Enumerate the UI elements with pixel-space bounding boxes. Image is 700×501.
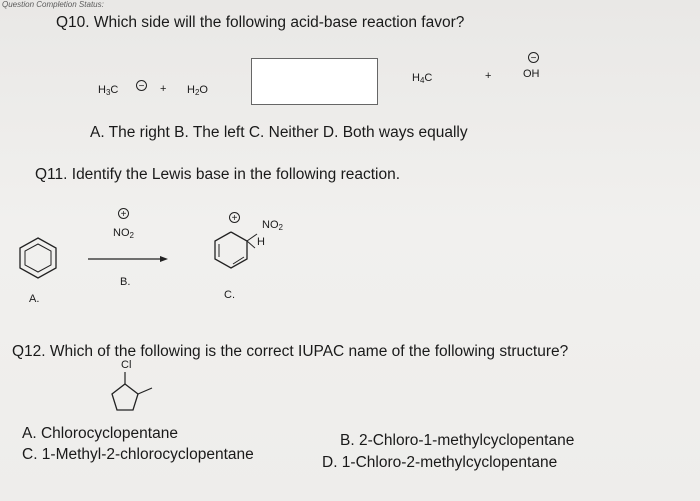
- reaction-arrow: [88, 256, 168, 262]
- positive-charge-icon: +: [229, 212, 240, 223]
- q10-product-2: OH: [523, 68, 540, 80]
- q12-question: Q12. Which of the following is the correct IUPAC name of the following structure?: [12, 343, 569, 360]
- q10-answer-box[interactable]: [251, 58, 378, 105]
- q11-label-b: B.: [120, 276, 131, 288]
- q12-option-a: A. Chlorocyclopentane: [22, 425, 178, 442]
- q11-product-group: $NO_2$: [262, 219, 283, 232]
- q10-plus-2: +: [485, 70, 492, 82]
- q10-reactant-1: $H_3C$: [98, 84, 119, 97]
- q11-label-a: A.: [29, 293, 40, 305]
- q11-label-c: C.: [224, 289, 235, 301]
- q12-substituent: Cl: [121, 359, 132, 371]
- q11-reagent: $NO_2$: [113, 227, 134, 240]
- q12-option-d: D. 1-Chloro-2-methylcyclopentane: [322, 454, 558, 471]
- sigma-complex-structure: [211, 228, 251, 272]
- q10-options: A. The right B. The left C. Neither D. Both ways equally: [90, 124, 468, 141]
- q10-reactant-2: $H_2O$: [187, 84, 208, 97]
- positive-charge-icon: +: [118, 208, 129, 219]
- q12-option-c: C. 1-Methyl-2-chlorocyclopentane: [22, 446, 254, 463]
- negative-charge-icon: −: [528, 52, 539, 63]
- status-bar: [0, 0, 700, 10]
- q10-product-1: $H_4C$: [412, 72, 433, 85]
- q12-option-b: B. 2-Chloro-1-methylcyclopentane: [340, 432, 575, 449]
- status-text: Question Completion Status:: [2, 0, 104, 9]
- negative-charge-icon: −: [136, 80, 147, 91]
- chloromethylcyclopentane-structure: [100, 372, 160, 422]
- q11-product-h: H: [257, 236, 265, 248]
- q10-plus-1: +: [160, 83, 167, 95]
- benzene-structure: [16, 236, 60, 280]
- q10-question: Q10. Which side will the following acid-base reaction favor?: [56, 14, 465, 31]
- q11-question: Q11. Identify the Lewis base in the following reaction.: [35, 166, 401, 183]
